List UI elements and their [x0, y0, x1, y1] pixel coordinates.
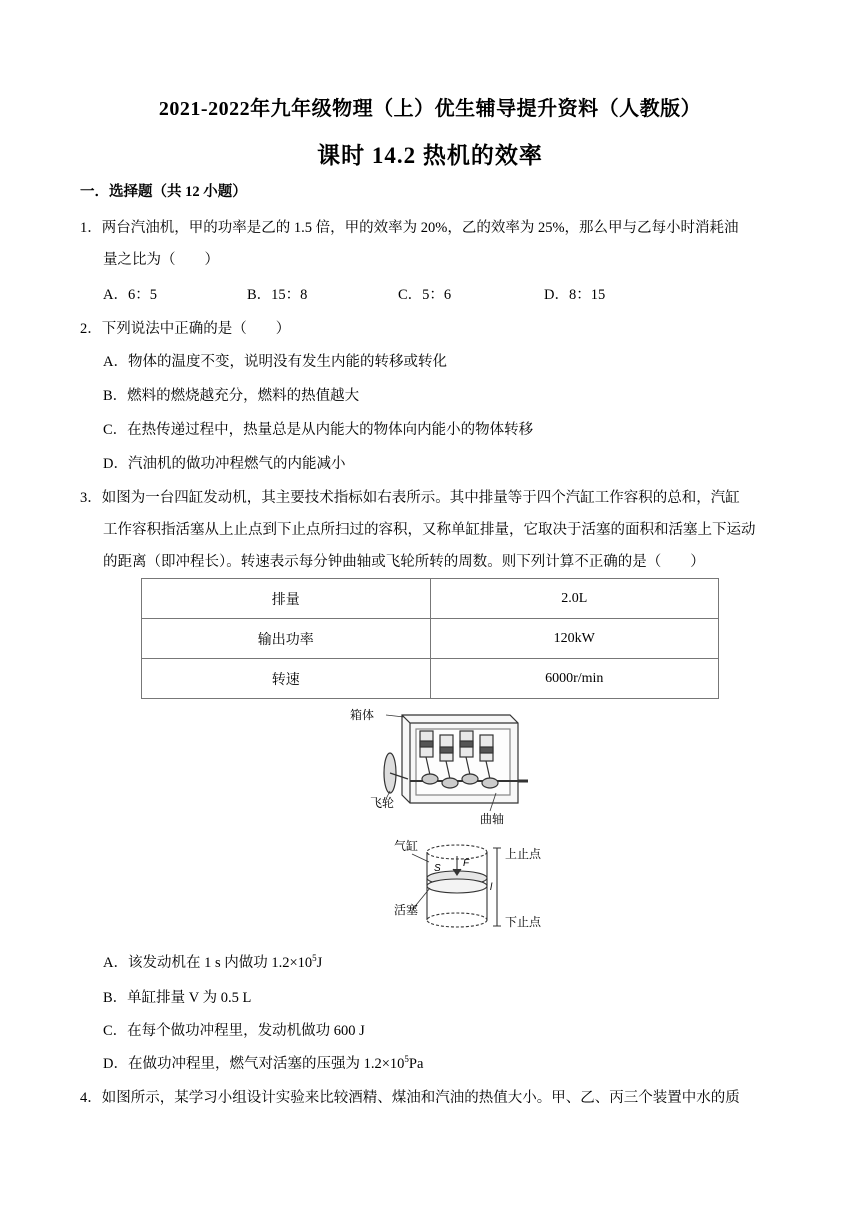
engine-box-label: 箱体 — [350, 708, 375, 722]
force-f-label: F — [463, 858, 470, 869]
q3-option-a: A．该发动机在 1 s 内做功 $1.2\times 10^5J$ — [103, 953, 323, 971]
table-row — [142, 579, 719, 619]
spec-label: 输出功率 — [142, 619, 431, 659]
document-title: 2021-2022年九年级物理（上）优生辅导提升资料（人教版） — [158, 98, 702, 120]
spec-label: 排量 — [142, 579, 431, 619]
q3-stem-line2: 工作容积指活塞从上止点到下止点所扫过的容积，又称单缸排量，它取决于活塞的面积和活塞上下运动 — [103, 522, 756, 538]
q3-option-b: B．单缸排量 V 为 0.5 L — [103, 990, 252, 1006]
cylinder-label: 气缸 — [394, 839, 419, 853]
q2-stem: 2．下列说法中正确的是（ ） — [80, 321, 291, 337]
engine-spec-table — [141, 578, 719, 699]
q1-option-b: B．15：8 — [247, 287, 308, 303]
cylinder-piston-figure — [372, 838, 542, 936]
stroke-l-label: l — [490, 882, 493, 893]
q2-option-c: C．在热传递过程中，热量总是从内能大的物体向内能小的物体转移 — [103, 422, 534, 438]
q2-option-a: A．物体的温度不变，说明没有发生内能的转移或转化 — [103, 354, 447, 370]
q3-stem-line3: 的距离（即冲程长）。转速表示每分钟曲轴或飞轮所转的周数。则下列计算不正确的是（ ） — [103, 554, 705, 570]
q1-stem-line2: 量之比为（ ） — [103, 252, 219, 268]
piston-label: 活塞 — [394, 903, 419, 917]
table-row — [142, 619, 719, 659]
flywheel-label: 飞轮 — [370, 796, 395, 810]
crankshaft-label: 曲轴 — [480, 812, 505, 826]
bottom-dead-center-label: 下止点 — [505, 915, 542, 929]
spec-value: 6000r/min — [430, 659, 719, 699]
q3-stem-line1: 3．如图为一台四缸发动机，其主要技术指标如右表所示。其中排量等于四个汽缸工作容积的总和，汽缸 — [80, 490, 740, 506]
q2-option-b: B．燃料的燃烧越充分，燃料的热值越大 — [103, 388, 360, 404]
top-dead-center-label: 上止点 — [505, 847, 542, 861]
lesson-title: 课时 14.2 热机的效率 — [317, 143, 543, 168]
q1-option-a: A．6：5 — [103, 287, 157, 303]
q3-option-d: D．在做功冲程里，燃气对活塞的压强为 $1.2\times 10^5Pa$ — [103, 1054, 424, 1072]
spec-value: 120kW — [430, 619, 719, 659]
four-cylinder-engine-figure — [350, 703, 530, 830]
spec-label: 转速 — [142, 659, 431, 699]
table-row — [142, 659, 719, 699]
q1-stem-line1: 1．两台汽油机，甲的功率是乙的 1.5 倍，甲的效率为 20%，乙的效率为 25%，那么甲与乙每小时消耗油 — [80, 220, 739, 236]
spec-value: 2.0L — [430, 579, 719, 619]
q1-option-c: C．5：6 — [398, 287, 452, 303]
area-s-label: S — [434, 863, 441, 874]
q4-stem-line1: 4．如图所示，某学习小组设计实验来比较酒精、煤油和汽油的热值大小。甲、乙、丙三个装置中水的质 — [80, 1090, 740, 1106]
q1-option-d: D．8：15 — [544, 287, 606, 303]
q2-option-d: D．汽油机的做功冲程燃气的内能减小 — [103, 456, 346, 472]
q3-option-c: C．在每个做功冲程里，发动机做功 600 J — [103, 1023, 365, 1039]
section-heading: 一．选择题（共 12 小题） — [80, 184, 247, 200]
